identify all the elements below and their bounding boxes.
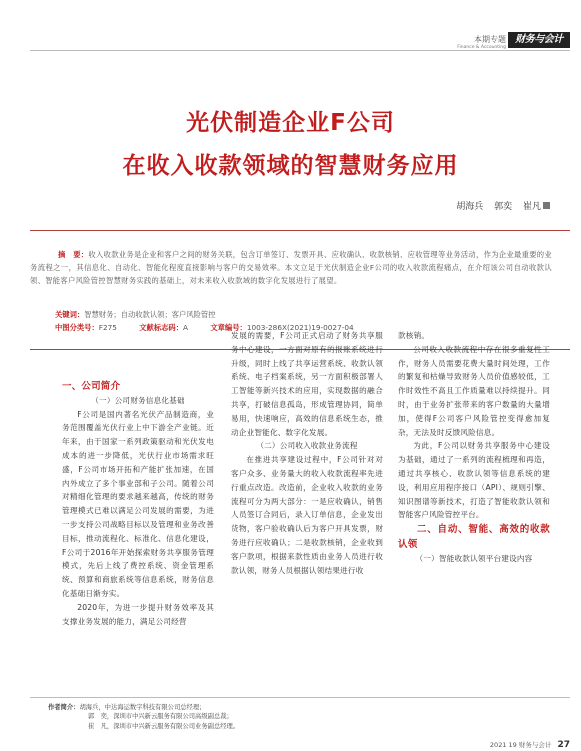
keywords-label: 关键词： xyxy=(55,310,85,319)
section-label: 本期专题 xyxy=(474,35,506,44)
doc-code-label: 文献标志码： xyxy=(139,323,184,332)
footer-magazine-name: 财务与会计 xyxy=(518,741,552,749)
footnote-line: 崔 凡，深圳市中兴新云服务有限公司业务副总经理。 xyxy=(88,722,240,730)
subsection-heading: （一）公司财务信息化基础 xyxy=(91,395,185,405)
paragraph: 在推进共享建设过程中，F公司针对对客户众多、业务量大的收入收款流程率先进行重点改造。改造前，企业收入收款的业务流程可分为两大部分：一是应收确认，销售人员签订合同后，录入订单信息，企业发出货物，客户验收确认后为客户开具发票，财务进行应收确认；二是收款核销，企业收到客户款项，根据来款性质由业务人员进行收款认领，财务人员根据认领结果进行收 xyxy=(231,455,383,575)
subsection-heading: （一）智能收款认领平台建设内容 xyxy=(415,554,533,564)
paragraph: 公司收入收款流程中存在很多重复性工作，财务人员需要花费大量时间处理，工作的繁复和枯燥导致财务人员价值感较低，工作时效性不高且工作质量难以持续提升。同时，由于业务扩张带来的客户数量的大量增加，使得F公司客户风险管控变得愈加复杂，无法及时反馈风险信息。 xyxy=(398,344,550,437)
paragraph: F公司是国内著名光伏产品制造商，业务范围覆盖光伏行业上中下游全产业链。近年来，由于国家一系列政策驱动和光伏发电成本的进一步降低，光伏行业市场需求旺盛，F公司市场开拓和产能扩张加速，在国内外成立了多个事业部和子公司。随着公司对精细化管理的要求越来越高，传统的财务管理模式已难以满足公司发展的需要，为进一步支持公司战略目标以及管理和业务改善目标，推动流程化、标准化、信息化建设，F公司于2016年开始探索财务共享服务管理模式，先后上线了费控系统、资金管理系统、预算和商旅系统等信息系统，财务信息化基础日渐夯实。 xyxy=(62,409,214,598)
clc-label: 中图分类号： xyxy=(55,323,99,332)
footnote-line: 胡海兵，中达海运数字科技有限公司总经理； xyxy=(79,704,206,711)
keywords-text: 智慧财务；自动收款认领；客户风险管控 xyxy=(84,310,216,319)
subsection-heading: （二）公司收入收款业务流程 xyxy=(256,441,358,451)
abstract-label: 摘 要： xyxy=(58,250,89,259)
body-column-3 xyxy=(398,329,550,566)
article-no-label: 文章编号： xyxy=(210,323,247,332)
clc-value: F275 xyxy=(98,323,117,332)
author-list xyxy=(380,199,550,212)
section-heading: 二、自动、智能、高效的收款认领 xyxy=(398,524,550,551)
paragraph: 款核销。 xyxy=(398,331,430,340)
body-column-1 xyxy=(62,380,214,628)
abstract-top-divider xyxy=(30,230,570,231)
author-marker-icon xyxy=(543,202,550,209)
section-heading: 一、公司简介 xyxy=(62,381,121,392)
page-footer xyxy=(430,740,570,750)
body-column-2 xyxy=(231,329,383,577)
paragraph: 为此，F公司以财务共享服务中心建设为基础，通过了一系列的流程梳理和再造，通过共享核心、收款认领等信息系统的建设，利用应用程序接口（API）、规则引擎、知识图谱等新技术，打造了智能收款认领和智能客户风险管控平台。 xyxy=(398,441,550,520)
article-title-line1: 光伏制造企业F公司 xyxy=(186,110,395,136)
doc-code-value: A xyxy=(183,323,189,332)
footnote-line: 郭 奕，深圳市中兴新云服务有限公司高级副总裁； xyxy=(88,713,233,721)
article-no-value: 1003-286X(2021)19-0027-04 xyxy=(246,323,354,332)
keywords xyxy=(55,310,535,320)
abstract-text: 收入收款业务是企业和客户之间的财务关联，包含订单签订、发票开具、应收确认、收款核销、应收管理等业务活动，作为企业最重要的业务流程之一，其信息化、自动化、智能化程度直接影响与客户的交易效率。本文立足于光伏制造企业F公司的收入收款流程痛点，在介绍该公司自动收款认领、智能客户风险管控智慧财务实践的基础上，对未来收入收款域的数字化发展进行了展望。 xyxy=(30,250,553,285)
paragraph: 2020年，为进一步提升财务效率及其支撑业务发展的能力，满足公司经营 xyxy=(62,602,214,626)
article-title-line2: 在收入收款领域的智慧财务应用 xyxy=(122,153,459,179)
page-number: 27 xyxy=(557,740,570,750)
paragraph: 发展的需要，F公司正式启动了财务共享服务中心建设，一方面对原有的报账系统进行升级，同时上线了共享运营系统、收款认领系统、电子档案系统，另一方面积极部署人工智能等新兴技术的应用，实现数据的融合共享，打破信息孤岛，形成管理协同，简单易用，快速响应，高效的信息系统生态，推动企业智能化、数字化发展。 xyxy=(231,331,383,437)
authors-text: 胡海兵 郭奕 崔凡 xyxy=(456,202,541,212)
footnote-label: 作者简介： xyxy=(48,704,80,711)
section-label-en: Finance & Accounting xyxy=(457,45,506,50)
footnote-divider xyxy=(30,697,570,698)
magazine-logo: 财务与会计 xyxy=(508,32,570,48)
author-footnote xyxy=(48,703,528,731)
abstract xyxy=(30,249,552,287)
header-divider xyxy=(30,50,570,51)
issue-number: 2021 19 xyxy=(489,741,517,749)
